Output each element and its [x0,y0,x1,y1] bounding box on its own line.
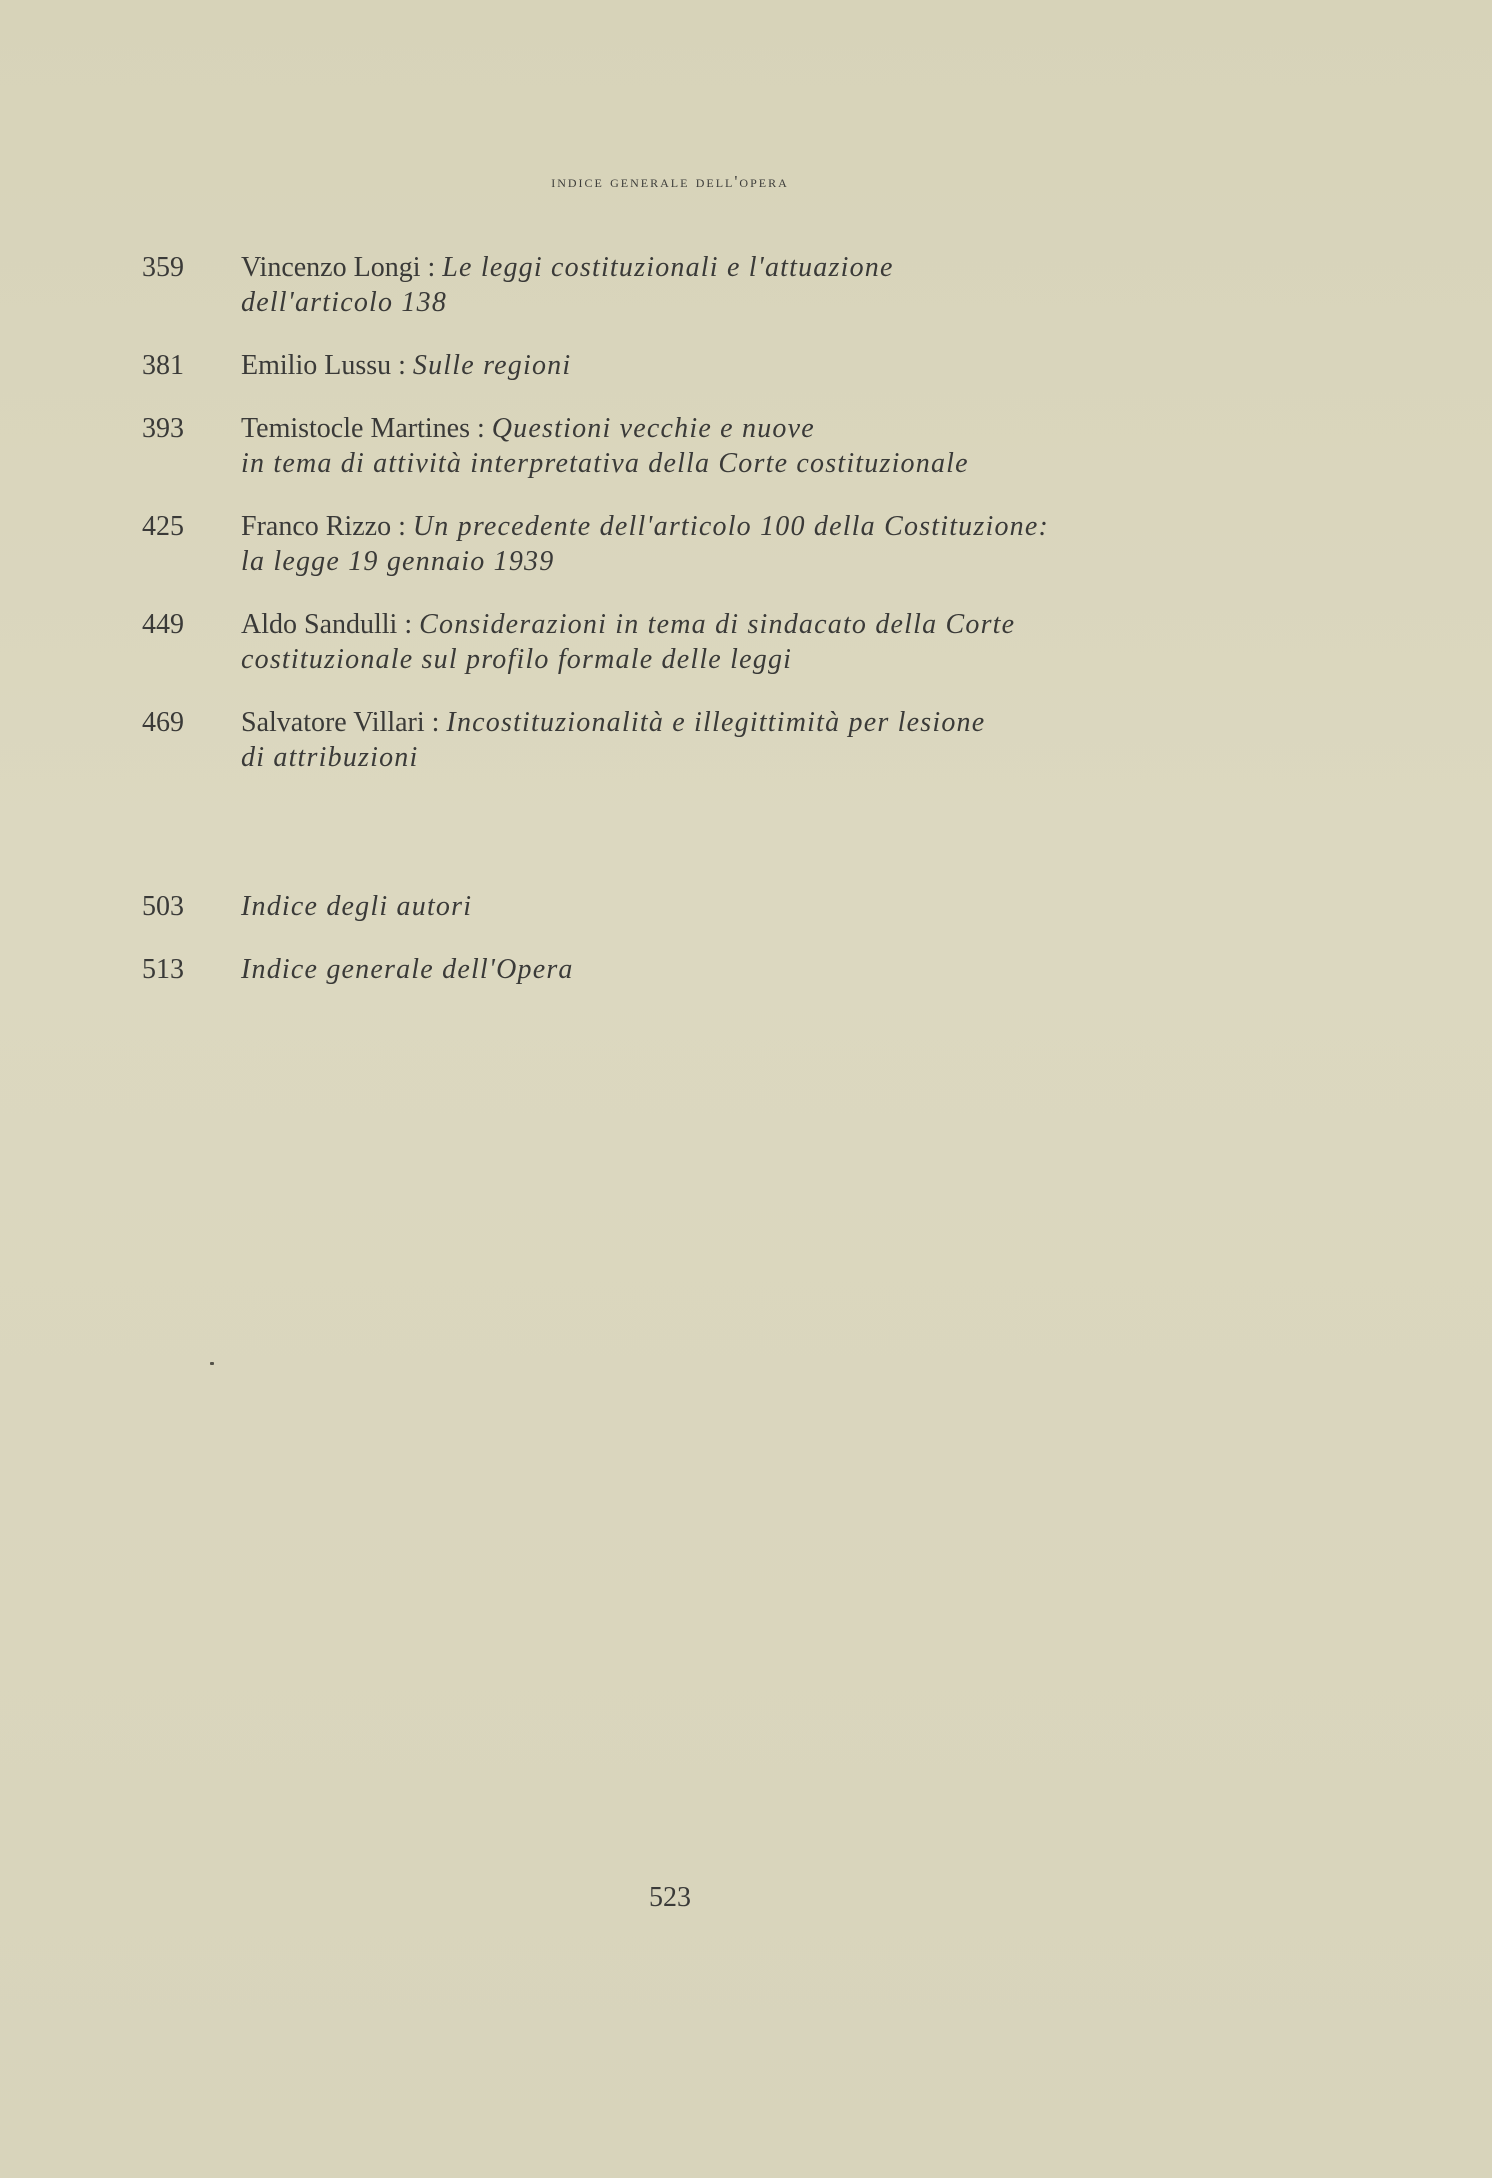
toc-index-title: Indice generale dell'Opera [241,954,574,985]
author-separator: : [391,511,413,542]
toc-entry-page: 381 [142,350,184,381]
print-speck [210,1362,214,1365]
toc-entry-title-line1: Considerazioni in tema di sindacato della Corte [419,609,1016,640]
page-number: 523 [649,1882,691,1913]
toc-entry-page: 503 [142,891,184,922]
toc-entry-body [241,607,1340,677]
toc-entry-body [241,705,1340,775]
toc-entry-title-line2: di attribuzioni [241,742,419,773]
toc-entry-page: 449 [142,609,184,640]
author-separator: : [391,350,413,381]
toc-entry-page: 513 [142,954,184,985]
toc-entry-author: Aldo Sandulli [241,609,398,640]
toc-entry-author: Emilio Lussu [241,350,392,381]
toc-entry [0,250,1340,320]
toc-entry [0,509,1340,579]
author-separator: : [424,707,447,738]
toc-entry-body [241,952,1340,987]
toc-entry [0,607,1340,677]
toc-entry-title-line1: Incostituzionalità e illegittimità per lesione [446,707,986,738]
toc-entry [0,705,1340,775]
toc-entry [0,348,1340,383]
toc-index-title: Indice degli autori [241,891,473,922]
toc-entry-title-line2: costituzionale sul profilo formale delle leggi [241,644,793,675]
toc-entry-title-line1: Questioni vecchie e nuove [491,413,815,444]
toc-entry-author: Vincenzo Longi [241,252,421,283]
toc-entry-page: 469 [142,707,184,738]
toc-entry-author: Temistocle Martines [241,413,470,444]
toc-entry-page: 393 [142,413,184,444]
toc-entry-page: 425 [142,511,184,542]
author-separator: : [420,252,443,283]
toc-entry-page: 359 [142,252,184,283]
toc-entry-body [241,889,1340,924]
toc-index-entry [0,952,1340,987]
toc-entry-title-line2: in tema di attività interpretativa della Corte costituzionale [241,448,969,479]
toc-entry-author: Salvatore Villari [241,707,425,738]
toc-entry-title-line2: dell'articolo 138 [241,287,448,318]
toc-entry-author: Franco Rizzo [241,511,392,542]
section-gap [0,803,1340,889]
toc-entry-title-line2: la legge 19 gennaio 1939 [241,546,555,577]
toc-entry [0,411,1340,481]
toc-entry-title-line1: Sulle regioni [412,350,572,381]
toc-entry-body [241,509,1340,579]
running-head: indice generale dell'opera [551,172,789,191]
author-separator: : [397,609,420,640]
author-separator: : [469,413,492,444]
toc-entry-body [241,348,1340,383]
toc-entry-title-line1: Le leggi costituzionali e l'attuazione [442,252,894,283]
table-of-contents [0,250,1340,1015]
toc-index-entry [0,889,1340,924]
toc-entry-body [241,411,1340,481]
toc-entry-title-line1: Un precedente dell'articolo 100 della Costituzione: [412,511,1050,542]
toc-entry-body [241,250,1340,320]
